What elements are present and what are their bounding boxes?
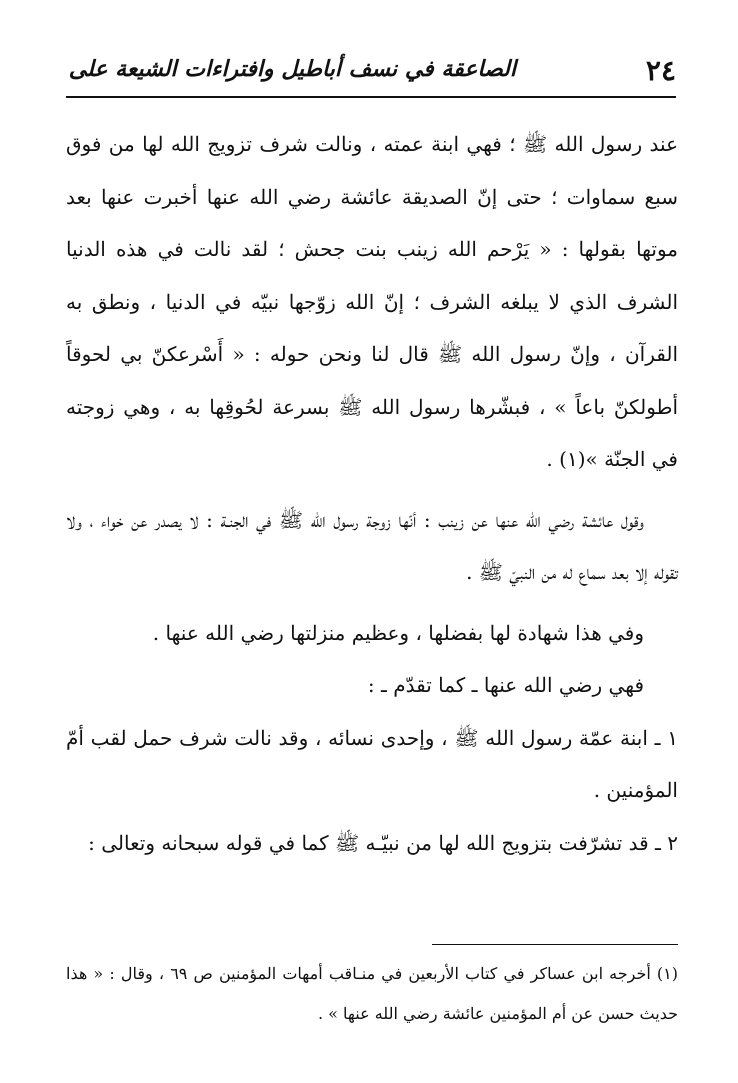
footnote-rule [432, 944, 678, 945]
header-rule [66, 96, 676, 98]
main-text [66, 118, 678, 869]
list-item-2: ٢ ـ قد تشرّفت بتزويج الله لها من نبيّـه ﷺ كما في قوله سبحانه وتعالى : [88, 830, 678, 855]
footnote-1: (١) أخرجه ابن عساكر في كتاب الأربعين في منـاقب أمهات المؤمنين ص ٦٩ ، وقال : « هذا حديث حسن عن أم المؤمنين عائشة رضي الله عنها » . [66, 964, 679, 1023]
footnotes [66, 954, 678, 1034]
paragraph-4: فهي رضي الله عنها ـ كما تقدّم ـ : [367, 673, 644, 697]
paragraph-1: عند رسول الله ﷺ ؛ فهي ابنة عمته ، ونالت شرف تزويج الله لها من فوق سبع سماوات ؛ حتى إنّ الصديقة عائشة رضي الله عنها أخبرت عنها بعد موتها بقولها : « يَرْحم الله زينب بنت جحش ؛ لقد نالت في هذه الدنيا الشرف الذي لا يبلغه الشرف ؛ إنّ الله زوّجها نبيّه في الدنيا ، ونطق به القرآن ، وإنّ رسول الله ﷺ قال لنا ونحن حوله : « أَسْرعكنّ بي لحوقاً أطولكنّ باعاً » ، فبشّرها رسول الله ﷺ بسرعة لحُوقِها به ، وهي زوجته في الجنّة »(١) . [66, 132, 678, 471]
page-number: ٢٤ [645, 54, 676, 87]
list-item-1: ١ ـ ابنة عمّة رسول الله ﷺ ، وإحدى نسائه ، وقد نالت شرف حمل لقب أمّ المؤمنين . [66, 725, 678, 802]
paragraph-2: وقول عائشة رضي الله عنها عن زينب : أنّها زوجة رسول الله ﷺ في الجنـة : لا يصدر عن خواء ، ولا تقوله إلا بعد سماع له من النبيّ ﷺ . [66, 507, 678, 584]
running-title: الصاعقة في نسف أباطيل وافتراءات الشيعة على [68, 56, 516, 82]
page-header [66, 48, 676, 94]
paragraph-3: وفي هذا شهادة لها بفضلها ، وعظيم منزلتها رضي الله عنها . [152, 620, 644, 645]
